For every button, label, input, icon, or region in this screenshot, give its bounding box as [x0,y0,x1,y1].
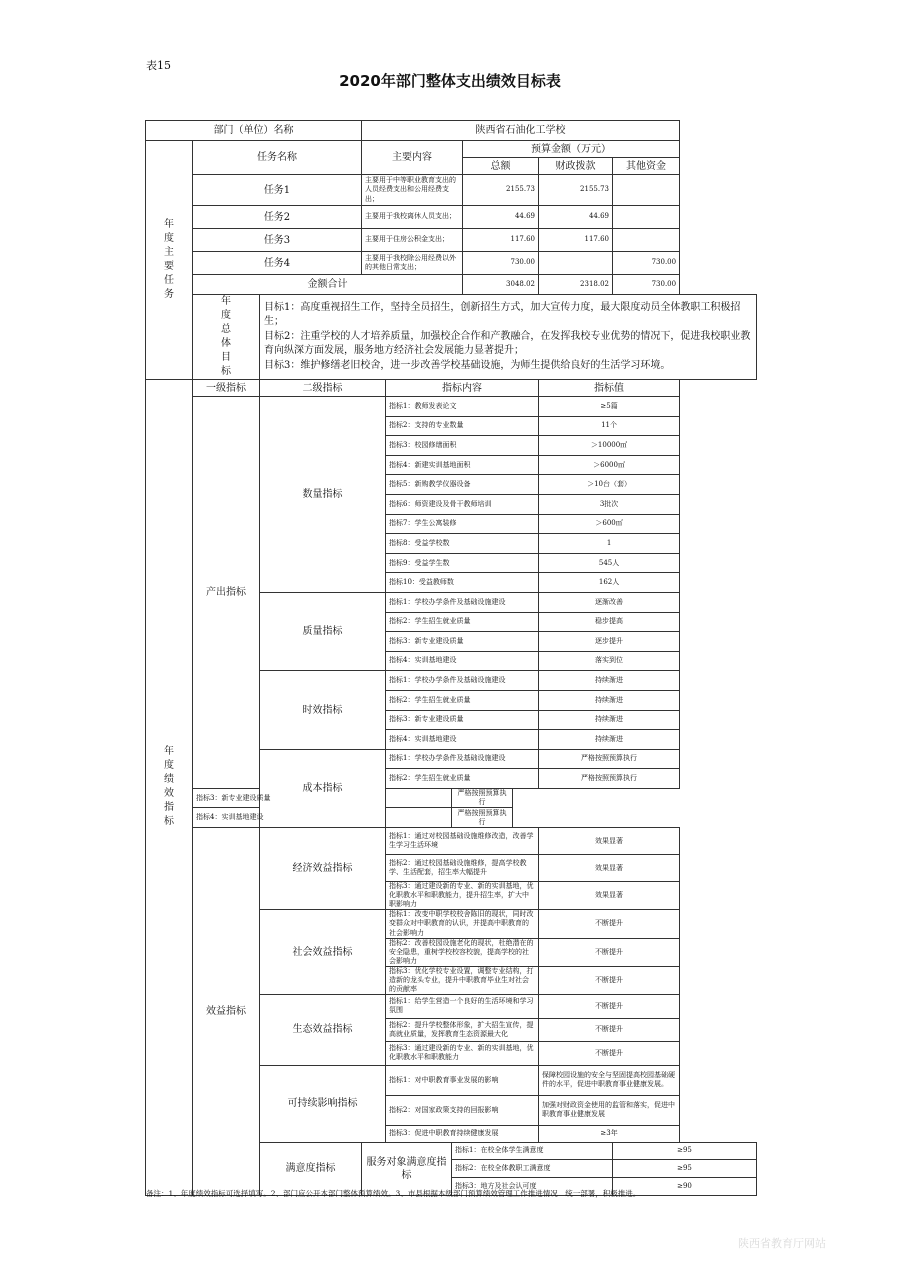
indicator-value: 加强对财政资金使用的监管和落实，促进中职教育事业健康发展 [539,1095,680,1125]
goal-item: 目标3：维护修缮老旧校舍，进一步改善学校基础设施，为师生提供给良好的生活学习环境。 [264,359,671,371]
indicator-content: 指标4：实训基地建设 [386,651,539,671]
indicator-value: 落实到位 [539,651,680,671]
task-total: 730.00 [463,252,539,275]
indicator-content: 指标3：新专业建设质量 [193,788,452,808]
perf-label [146,380,193,1196]
header-l1: 一级指标 [193,380,260,397]
total-header: 总额 [463,158,539,175]
indicator-value: 不断提升 [539,966,680,994]
indicator-content: 指标7：学生公寓装修 [386,514,539,534]
task-fiscal: 117.60 [539,229,613,252]
annual-goals [260,295,757,380]
l2-indicator: 社会效益指标 [260,910,386,995]
l1-indicator: 产出指标 [193,397,260,789]
indicator-content: 指标4：实训基地建设 [193,808,452,828]
indicator-value: 11个 [539,416,680,436]
sum-label: 金额合计 [193,275,463,295]
indicator-content: 指标8：受益学校数 [386,534,539,554]
indicator-content: 指标3：新专业建设质量 [386,710,539,730]
indicator-content: 指标2：学生招生就业质量 [386,769,539,789]
indicator-content: 指标2：提升学校整体形象，扩大招生宣传，提高就业质量，发挥教育生态资源最大化 [386,1018,539,1042]
task-content: 主要用于中等职业教育支出的人员经费支出和公用经费支出； [362,175,463,206]
l2-indicator: 数量指标 [260,397,386,593]
header-l2: 二级指标 [260,380,386,397]
indicator-value: 不断提升 [539,995,680,1019]
indicator-content: 指标2：学生招生就业质量 [386,612,539,632]
indicator-content: 指标3：新专业建设质量 [386,632,539,652]
indicator-value: 严格按照预算执行 [539,749,680,769]
header-value: 指标值 [539,380,680,397]
indicator-value: 不断提升 [539,1018,680,1042]
l2-indicator: 服务对象满意度指标 [362,1142,452,1195]
indicator-value: ≥90 [613,1178,757,1196]
indicator-content: 指标3：通过建设新的专业、新的实训基地，优化职教水平和职教能力 [386,1042,539,1066]
task-content: 主要用于住房公积金支出； [362,229,463,252]
budget-header: 预算金额（万元） [463,141,680,158]
indicator-content: 指标9：受益学生数 [386,553,539,573]
vertical-label: 年度主要任务 [164,219,174,300]
indicator-value: 不断提升 [539,910,680,938]
sum-other: 730.00 [613,275,680,295]
indicator-content: 指标2：通过校园基础设施维修，提高学校教学、生活配套，招生率大幅提升 [386,855,539,882]
indicator-value: 稳步提高 [539,612,680,632]
vertical-label: 年度总体目标 [221,296,231,377]
indicator-content: 指标3：校园修缮面积 [386,436,539,456]
indicator-value: 持续渐进 [539,671,680,691]
task-name: 任务2 [193,206,362,229]
indicator-value: 效果显著 [539,828,680,855]
vertical-label: 年度绩效指标 [164,746,174,828]
indicator-content: 指标1：改变中职学校校舍陈旧的现状，同时改变群众对中职教育的认识，并提高中职教育的社会影响力 [386,910,539,938]
performance-table [145,120,757,1196]
task-name: 任务4 [193,252,362,275]
indicator-value: ＞6000㎡ [539,455,680,475]
page-title: 2020年部门整体支出绩效目标表 [339,72,561,90]
indicator-value: 不断提升 [539,938,680,966]
indicator-content: 指标10：受益教师数 [386,573,539,593]
indicator-value: 1 [539,534,680,554]
indicator-content: 指标2：对国家政策支持的回报影响 [386,1095,539,1125]
l2-indicator: 经济效益指标 [260,828,386,910]
indicator-content: 指标1：给学生营造一个良好的生活环境和学习氛围 [386,995,539,1019]
indicator-value: 效果显著 [539,855,680,882]
content-header: 主要内容 [362,141,463,175]
indicator-content: 指标2：改善校园设施老化的现状，杜绝潜在的安全隐患，重树学校校容校貌，提高学校的社会影响力 [386,938,539,966]
indicator-value: 严格按照预算执行 [452,788,513,808]
indicator-content: 指标6：师资建设及骨干教师培训 [386,494,539,514]
task-content: 主要用于我校离休人员支出； [362,206,463,229]
task-content: 主要用于我校除公用经费以外的其他日常支出； [362,252,463,275]
indicator-content: 指标1：通过对校园基础设施维修改造，改善学生学习生活环境 [386,828,539,855]
footnote: 备注：1、年度绩效指标可选择填写。2、部门应公开本部门整体预算绩效。3、市县根据本级部门预算绩效管理工作推进情况 统一部署，积极推进。 [146,1189,641,1198]
indicator-content: 指标1：学校办学条件及基础设施建设 [386,749,539,769]
task-name: 任务3 [193,229,362,252]
indicator-value: 严格按照预算执行 [539,769,680,789]
indicator-value: 严格按照预算执行 [452,808,513,828]
task-other [613,175,680,206]
indicator-value: 逐步提升 [539,632,680,652]
indicator-content: 指标1：学校办学条件及基础设施建设 [386,671,539,691]
task-other: 730.00 [613,252,680,275]
indicator-content: 指标2：支持的专业数量 [386,416,539,436]
indicator-value: 持续渐进 [539,710,680,730]
indicator-value: 持续渐进 [539,690,680,710]
l1-indicator: 效益指标 [193,828,260,1196]
goal-item: 目标2：注重学校的人才培养质量，加强校企合作和产教融合，在发挥我校专业优势的情况下，促进我校职业教育向纵深方面发展，服务地方经济社会发展能力显著提升； [264,330,751,357]
table-body [146,121,757,1196]
task-other [613,229,680,252]
goal-item: 目标1：高度重视招生工作，坚持全员招生，创新招生方式，加大宣传力度，最大限度动员全体教职工积极招生； [264,301,741,328]
annual-tasks-label [146,141,193,380]
indicator-content: 指标4：实训基地建设 [386,730,539,750]
annual-goal-label [193,295,260,380]
indicator-content: 指标3：地方及社会认可度 [452,1178,613,1196]
task-total: 2155.73 [463,175,539,206]
l2-indicator: 可持续影响指标 [260,1065,386,1142]
task-fiscal: 2155.73 [539,175,613,206]
task-fiscal: 44.69 [539,206,613,229]
l2-indicator: 成本指标 [260,749,386,827]
other-header: 其他资金 [613,158,680,175]
indicator-content: 指标3：通过建设新的专业、新的实训基地，优化职教水平和职教能力，提升招生率，扩大中职影响力 [386,882,539,910]
task-total: 117.60 [463,229,539,252]
indicator-content: 指标3：促进中职教育持续健康发展 [386,1125,539,1142]
indicator-value: 效果显著 [539,882,680,910]
task-name-header: 任务名称 [193,141,362,175]
indicator-content: 指标1：对中职教育事业发展的影响 [386,1065,539,1095]
indicator-value: ≥3年 [539,1125,680,1142]
task-name: 任务1 [193,175,362,206]
task-fiscal [539,252,613,275]
indicator-value: 不断提升 [539,1042,680,1066]
l2-indicator: 生态效益指标 [260,995,386,1066]
indicator-value: 持续渐进 [539,730,680,750]
indicator-value: 3批次 [539,494,680,514]
table-number-label: 表15 [146,59,171,72]
indicator-value: ≥5篇 [539,397,680,417]
sum-fiscal: 2318.02 [539,275,613,295]
indicator-value: 545人 [539,553,680,573]
indicator-value: 162人 [539,573,680,593]
dept-name-value: 陕西省石油化工学校 [362,121,680,141]
l1-indicator: 满意度指标 [260,1142,362,1195]
task-total: 44.69 [463,206,539,229]
indicator-content: 指标1：在校全体学生满意度 [452,1142,613,1160]
watermark: 陕西省教育厅网站 [738,1237,826,1250]
l2-indicator: 时效指标 [260,671,386,749]
indicator-value: ＞10000㎡ [539,436,680,456]
indicator-content: 指标4：新建实训基地面积 [386,455,539,475]
task-other [613,206,680,229]
indicator-content: 指标2：在校全体教职工满意度 [452,1160,613,1178]
indicator-content: 指标5：新购教学仪器设备 [386,475,539,495]
sum-total: 3048.02 [463,275,539,295]
indicator-content: 指标3：优化学校专业设置，调整专业结构，打造新的龙头专业，提升中职教育毕业生对社会的贡献率 [386,966,539,994]
dept-name-label: 部门（单位）名称 [146,121,362,141]
header-content: 指标内容 [386,380,539,397]
indicator-value: ＞10台（套） [539,475,680,495]
indicator-content: 指标2：学生招生就业质量 [386,690,539,710]
indicator-value: ＞600㎡ [539,514,680,534]
indicator-value: 逐渐改善 [539,592,680,612]
l2-indicator: 质量指标 [260,592,386,670]
indicator-content: 指标1：教师发表论文 [386,397,539,417]
indicator-content: 指标1：学校办学条件及基础设施建设 [386,592,539,612]
indicator-value: 保障校园设施的安全与坚固提高校园基础硬件的水平，促进中职教育事业健康发展。 [539,1065,680,1095]
indicator-value: ≥95 [613,1160,757,1178]
fiscal-header: 财政拨款 [539,158,613,175]
indicator-value: ≥95 [613,1142,757,1160]
